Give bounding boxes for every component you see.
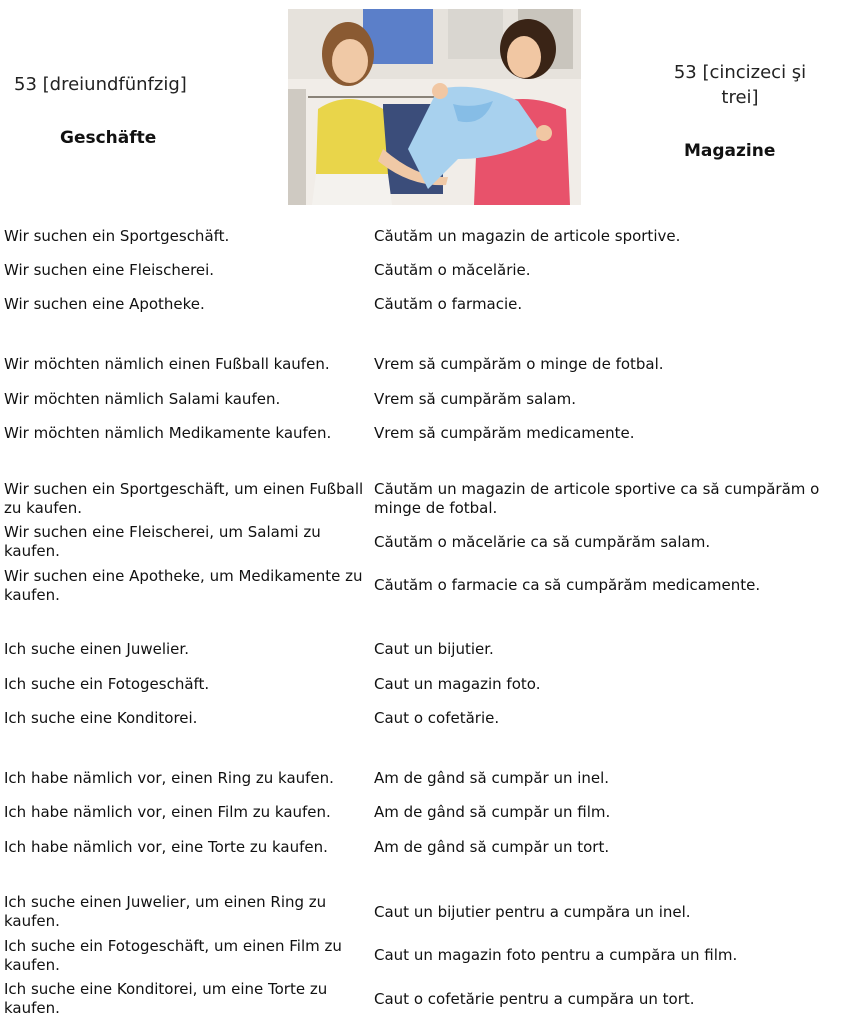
phrase-german: Wir suchen ein Sportgeschäft.: [4, 227, 230, 245]
lesson-title-german: Geschäfte: [60, 128, 157, 148]
phrase-german: Wir möchten nämlich einen Fußball kaufen.: [4, 355, 330, 373]
phrase-german: Wir suchen eine Fleischerei.: [4, 261, 215, 279]
phrase-romanian: Căutăm un magazin de articole sportive ca să cumpărăm o minge de fotbal.: [374, 480, 820, 517]
phrase-german: Ich habe nämlich vor, einen Film zu kaufen.: [4, 803, 331, 821]
phrase-german: Ich suche einen Juwelier.: [4, 640, 189, 658]
phrase-german: Ich suche ein Fotogeschäft.: [4, 675, 210, 693]
lesson-number-german: 53 [dreiundfünfzig]: [14, 74, 187, 95]
phrase-romanian: Caut un magazin foto pentru a cumpăra un film.: [374, 946, 738, 964]
phrase-romanian: Căutăm o farmacie.: [374, 295, 523, 313]
phrase-romanian: Căutăm un magazin de articole sportive.: [374, 227, 681, 245]
phrase-romanian: Caut un bijutier pentru a cumpăra un inel.: [374, 903, 691, 921]
phrase-romanian: Căutăm o măcelărie.: [374, 261, 531, 279]
phrase-german: Ich suche ein Fotogeschäft, um einen Film zu kaufen.: [4, 937, 342, 974]
shopping-photo: [288, 9, 581, 205]
phrase-romanian: Vrem să cumpărăm o minge de fotbal.: [374, 355, 664, 373]
phrase-romanian: Caut un magazin foto.: [374, 675, 541, 693]
phrase-german: Ich habe nämlich vor, eine Torte zu kaufen.: [4, 838, 328, 856]
lesson-title-romanian: Magazine: [684, 141, 776, 161]
phrase-german: Ich suche einen Juwelier, um einen Ring zu kaufen.: [4, 893, 327, 930]
phrase-romanian: Caut o cofetărie.: [374, 709, 500, 727]
lesson-number-romanian: 53 [cincizeci şi trei]: [673, 62, 807, 108]
phrase-german: Wir suchen ein Sportgeschäft, um einen Fußball zu kaufen.: [4, 480, 364, 517]
phrase-romanian: Caut un bijutier.: [374, 640, 494, 658]
phrase-romanian: Căutăm o farmacie ca să cumpărăm medicamente.: [374, 576, 761, 594]
phrase-romanian: Vrem să cumpărăm medicamente.: [374, 424, 635, 442]
phrase-german: Wir suchen eine Apotheke, um Medikamente zu kaufen.: [4, 567, 363, 604]
phrase-romanian: Caut o cofetărie pentru a cumpăra un tort.: [374, 990, 695, 1008]
phrase-german: Ich habe nämlich vor, einen Ring zu kaufen.: [4, 769, 334, 787]
phrase-german: Wir suchen eine Apotheke.: [4, 295, 205, 313]
phrase-romanian: Am de gând să cumpăr un film.: [374, 803, 611, 821]
phrase-german: Wir möchten nämlich Salami kaufen.: [4, 390, 281, 408]
phrase-german: Ich suche eine Konditorei.: [4, 709, 198, 727]
phrase-romanian: Am de gând să cumpăr un inel.: [374, 769, 610, 787]
phrase-german: Ich suche eine Konditorei, um eine Torte zu kaufen.: [4, 980, 328, 1017]
phrase-german: Wir möchten nämlich Medikamente kaufen.: [4, 424, 332, 442]
phrase-romanian: Vrem să cumpărăm salam.: [374, 390, 577, 408]
phrase-romanian: Am de gând să cumpăr un tort.: [374, 838, 610, 856]
phrase-romanian: Căutăm o măcelărie ca să cumpărăm salam.: [374, 533, 711, 551]
phrase-german: Wir suchen eine Fleischerei, um Salami zu kaufen.: [4, 523, 321, 560]
shopping-photo-icon: [288, 9, 581, 205]
